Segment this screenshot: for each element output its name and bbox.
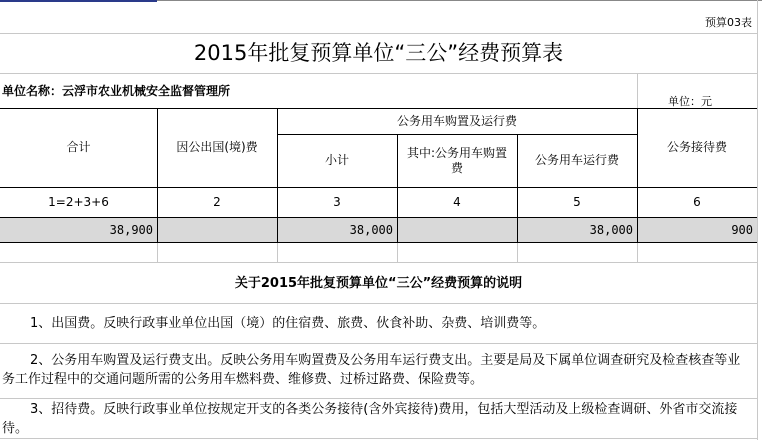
value-purchase[interactable] [397,217,517,242]
header-purchase: 其中:公务用车购置费 [406,145,508,175]
header-total: 合计 [66,140,91,154]
header-operation: 公务用车运行费 [534,153,619,167]
index-cell: 6 [693,194,701,209]
currency-unit: 单位：元 [668,95,712,108]
header-subtotal: 小计 [324,153,349,167]
value-total[interactable]: 38,900 [109,222,153,237]
header-vehicle-group: 公务用车购置及运行费 [396,113,517,128]
explanation-item: 2、公务用车购置及运行费支出。反映公务用车购置费及公务用车运行费支出。主要是局及下属单位调查研究及检查核查等业务工作过程中的交通问题所需的公务用车燃料费、维修费、过桥过路费、保险费等。 [2,353,741,387]
explanation-item: 3、招待费。反映行政事业单位按规定开支的各类公务接待(含外宾接待)费用，包括大型活动及上级检查调研、外省市交流接待。 [2,402,738,436]
header-reception: 公务接待费 [666,140,727,154]
value-subtotal[interactable]: 38,000 [349,222,393,237]
value-reception[interactable]: 900 [731,222,753,237]
explanation-item: 1、出国费。反映行政事业单位出国（境）的住宿费、旅费、伙食补助、杂费、培训费等。 [30,316,546,331]
header-overseas: 因公出国(境)费 [176,140,258,154]
index-cell: 5 [573,194,581,209]
form-code: 预算03表 [705,16,752,29]
top-border [157,0,762,1]
index-cell: 3 [333,194,341,209]
value-overseas[interactable] [157,217,277,242]
page-title: 2015年批复预算单位“三公”经费预算表 [193,41,564,65]
index-cell: 1=2+3+6 [48,194,109,209]
explanation-title: 关于2015年批复预算单位“三公”经费预算的说明 [234,275,523,291]
selection-bar [0,0,157,2]
index-cell: 4 [453,194,461,209]
unit-name: 单位名称：云浮市农业机械安全监督管理所 [2,84,231,98]
value-operation[interactable]: 38,000 [589,222,633,237]
index-cell: 2 [213,194,221,209]
